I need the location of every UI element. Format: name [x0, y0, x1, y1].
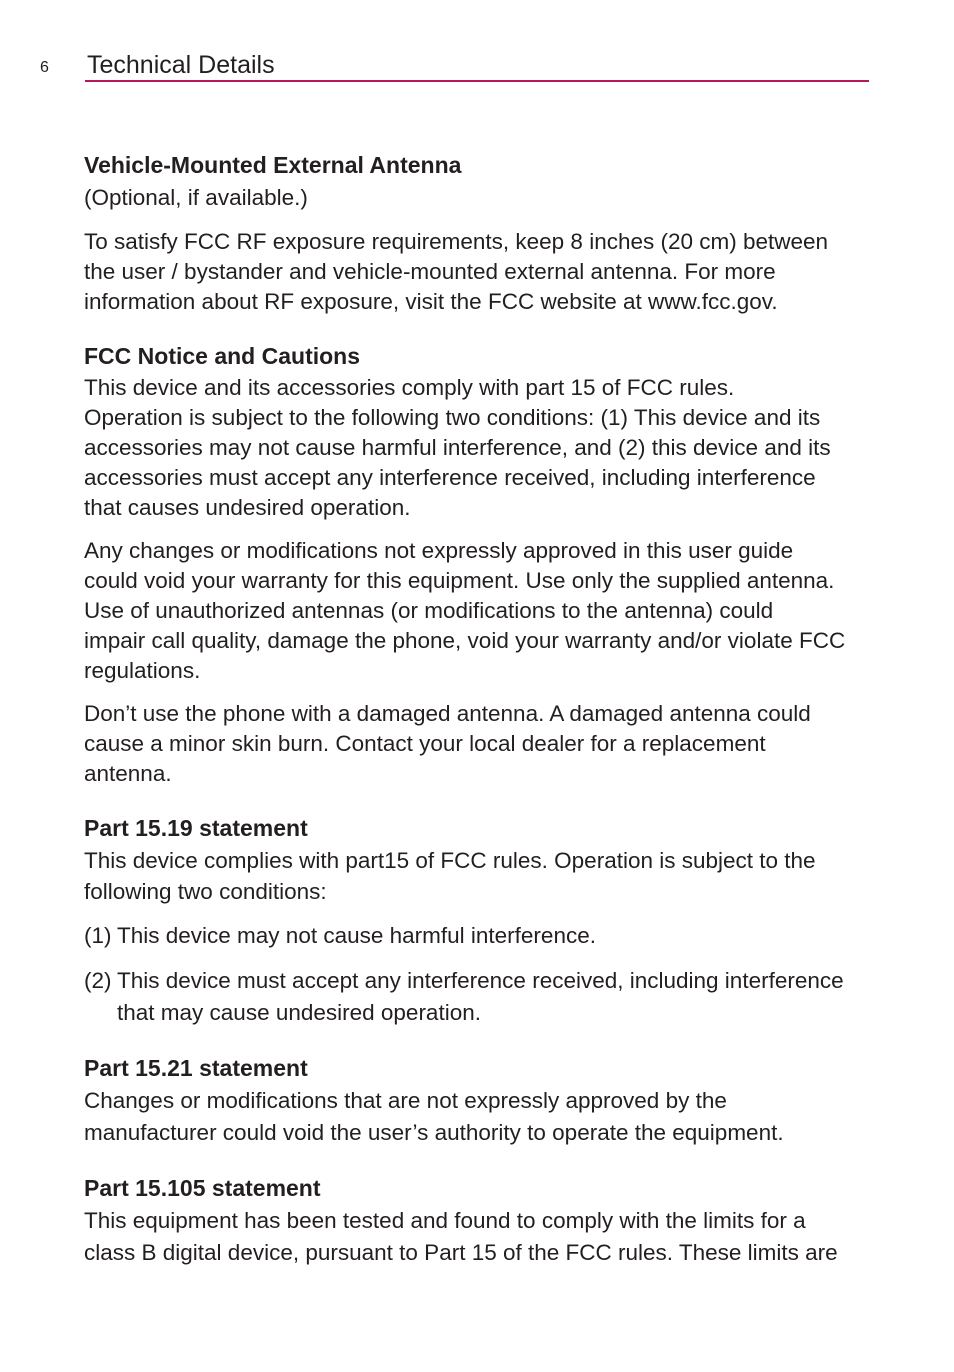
section-fcc-notice: [84, 339, 874, 789]
paragraph: [84, 373, 874, 523]
text-line: class B digital device, pursuant to Part 15 of the FCC rules. These limits are: [84, 1240, 838, 1265]
text-line: This device complies with part15 of FCC rules. Operation is subject to the: [84, 848, 816, 873]
text-line: could void your warranty for this equipment. Use only the supplied antenna.: [84, 568, 835, 593]
section-heading: Part 15.19 statement: [84, 815, 308, 841]
paragraph: [84, 845, 874, 907]
document-body: [84, 148, 874, 1269]
text-line: This device may not cause harmful interference.: [117, 923, 596, 948]
page-title: Technical Details: [87, 51, 275, 79]
text-line: information about RF exposure, visit the FCC website at www.fcc.gov.: [84, 289, 778, 314]
section-vehicle-antenna: [84, 148, 874, 317]
section-heading: Part 15.105 statement: [84, 1175, 321, 1201]
section-heading: FCC Notice and Cautions: [84, 343, 361, 369]
text-line: impair call quality, damage the phone, void your warranty and/or violate FCC: [84, 628, 846, 653]
paragraph: [84, 536, 874, 686]
paragraph: [84, 699, 874, 789]
text-line: (Optional, if available.): [84, 185, 308, 210]
paragraph: [84, 227, 874, 317]
text-line: antenna.: [84, 761, 172, 786]
section-heading: Vehicle-Mounted External Antenna: [84, 152, 462, 178]
text-line: that causes undesired operation.: [84, 495, 411, 520]
page-number: 6: [40, 59, 49, 76]
text-line: regulations.: [84, 658, 201, 683]
text-line: Use of unauthorized antennas (or modifications to the antenna) could: [84, 598, 774, 623]
section-part-15-21: [84, 1051, 874, 1149]
text-line: This equipment has been tested and found to comply with the limits for a: [84, 1208, 806, 1233]
text-line: that may cause undesired operation.: [117, 1000, 481, 1025]
text-line: cause a minor skin burn. Contact your local dealer for a replacement: [84, 731, 766, 756]
list-text: [117, 920, 874, 952]
section-part-15-19: [84, 811, 874, 1029]
section-part-15-105: [84, 1171, 874, 1269]
text-line: Changes or modifications that are not expressly approved by the: [84, 1088, 727, 1113]
paragraph: [84, 1085, 874, 1149]
text-line: Don’t use the phone with a damaged antenna. A damaged antenna could: [84, 701, 811, 726]
text-line: manufacturer could void the user’s authority to operate the equipment.: [84, 1120, 784, 1145]
text-line: accessories may not cause harmful interference, and (2) this device and its: [84, 435, 831, 460]
text-line: accessories must accept any interference received, including interference: [84, 465, 816, 490]
list-marker: (2): [84, 968, 112, 993]
text-line: This device and its accessories comply with part 15 of FCC rules.: [84, 375, 735, 400]
text-line: the user / bystander and vehicle-mounted external antenna. For more: [84, 259, 776, 284]
text-line: This device must accept any interference received, including interference: [117, 968, 844, 993]
list-item: [84, 965, 874, 1029]
text-line: Operation is subject to the following two conditions: (1) This device and its: [84, 405, 821, 430]
list-text: [117, 965, 874, 1029]
list-item: [84, 920, 874, 952]
text-line: following two conditions:: [84, 879, 327, 904]
header-divider: [85, 80, 869, 82]
list-marker: (1): [84, 923, 112, 948]
section-heading: Part 15.21 statement: [84, 1055, 308, 1081]
paragraph: [84, 1205, 874, 1269]
text-line: Any changes or modifications not expressly approved in this user guide: [84, 538, 794, 563]
paragraph: [84, 182, 874, 214]
text-line: To satisfy FCC RF exposure requirements, keep 8 inches (20 cm) between: [84, 229, 829, 254]
